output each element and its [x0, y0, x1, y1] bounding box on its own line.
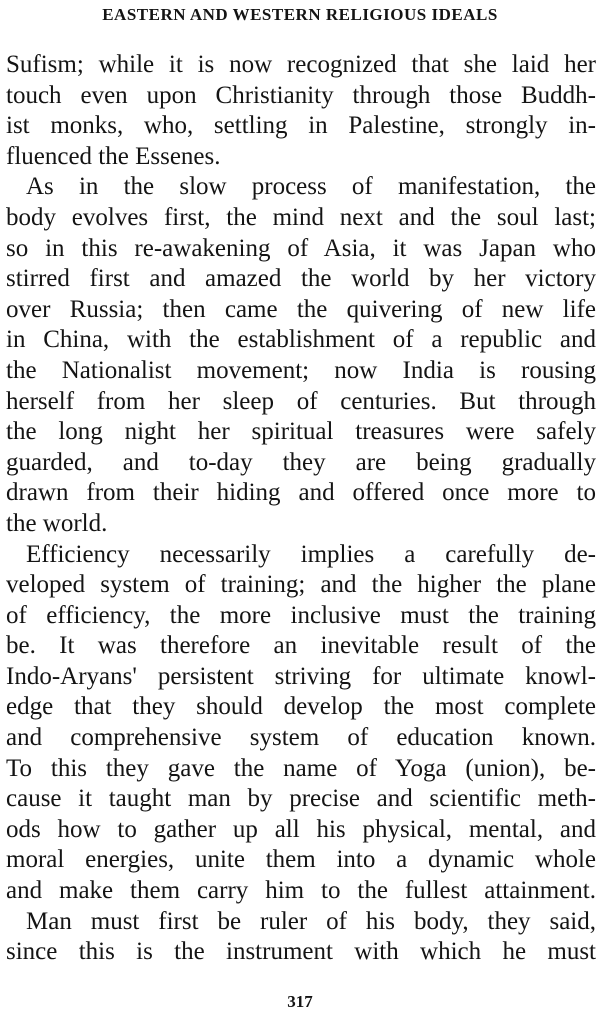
running-head: EASTERN AND WESTERN RELIGIOUS IDEALS [102, 5, 498, 24]
text-line: of efficiency, the more inclusive must the training [6, 601, 596, 629]
text-line: the Nationalist movement; now India is rousing [6, 356, 596, 384]
text-line: Sufism; while it is now recognized that she laid her [6, 51, 596, 78]
text-line: As in the slow process of manifestation, the [26, 173, 596, 201]
text-line: ods how to gather up all his physical, mental, and [6, 815, 596, 843]
text-line: the world. [6, 509, 108, 537]
text-line: Indo-Aryans' persistent striving for ultimate knowl- [6, 662, 596, 690]
text-line: and make them carry him to the fullest attainment. [6, 877, 596, 905]
text-line: stirred first and amazed the world by her victory [6, 265, 596, 293]
text-line: To this they gave the name of Yoga (union), be- [6, 754, 596, 782]
text-line: be. It was therefore an inevitable result of the [6, 632, 596, 660]
page-number: 317 [287, 992, 313, 1011]
text-line: ist monks, who, settling in Palestine, strongly in- [6, 112, 596, 140]
text-line: moral energies, unite them into a dynamic whole [6, 846, 596, 874]
body-text [6, 50, 596, 968]
text-line: edge that they should develop the most complete [6, 693, 596, 721]
text-line: Efficiency necessarily implies a carefully de- [26, 540, 596, 568]
text-line: guarded, and to-day they are being gradually [6, 448, 596, 476]
text-line: over Russia; then came the quivering of new life [6, 295, 596, 323]
text-line: Man must first be ruler of his body, they said, [26, 907, 596, 935]
text-line: and comprehensive system of education known. [6, 724, 596, 752]
text-line: drawn from their hiding and offered once more to [6, 479, 596, 507]
text-line: body evolves first, the mind next and the soul last; [6, 203, 596, 231]
text-line: touch even upon Christianity through those Buddh- [6, 81, 596, 109]
text-line: fluenced the Essenes. [6, 142, 221, 170]
text-line: in China, with the establishment of a republic and [6, 326, 596, 354]
text-line: herself from her sleep of centuries. But through [6, 387, 596, 415]
text-line: since this is the instrument with which he must [6, 938, 596, 966]
text-line: the long night her spiritual treasures were safely [6, 418, 596, 446]
text-line: cause it taught man by precise and scientific meth- [6, 785, 596, 813]
text-line: so in this re-awakening of Asia, it was Japan who [6, 234, 596, 262]
text-line: veloped system of training; and the higher the plane [6, 571, 596, 599]
